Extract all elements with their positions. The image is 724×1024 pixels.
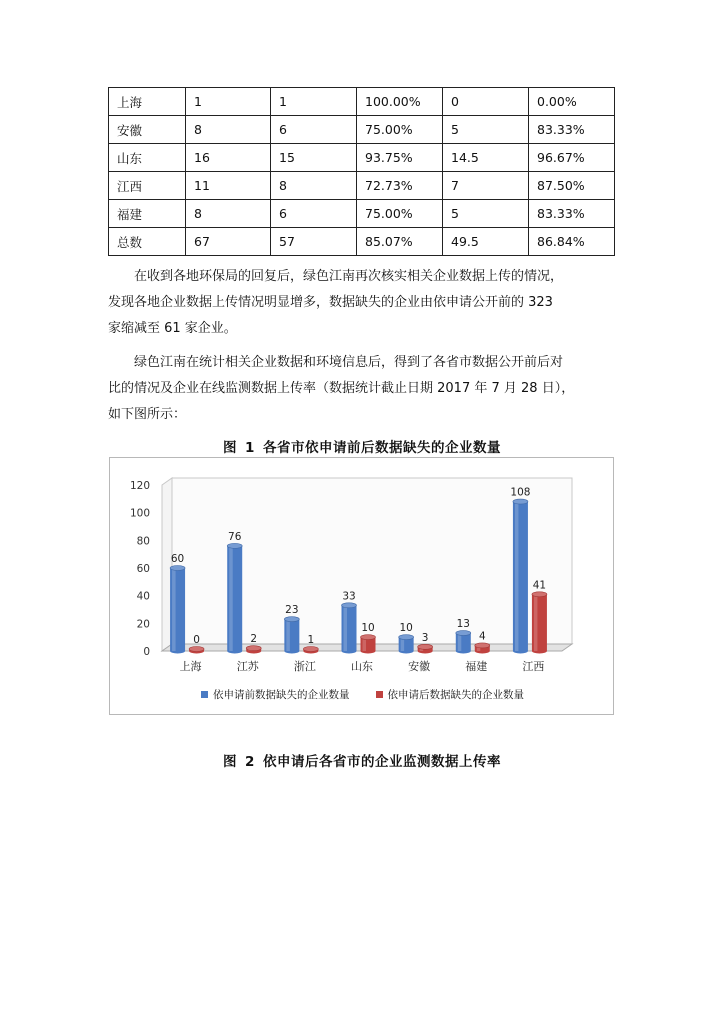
data-label: 41 bbox=[532, 579, 547, 592]
figure2-title: 依申请后各省市的企业监测数据上传率 bbox=[262, 754, 501, 770]
paragraph-line: 在收到各地环保局的回复后，绿色江南再次核实相关企业数据上传的情况， bbox=[134, 269, 564, 284]
bar-highlight bbox=[229, 546, 233, 651]
y-tick-label: 120 bbox=[129, 480, 150, 492]
table-row bbox=[109, 144, 615, 172]
table-cell: 67 bbox=[186, 228, 271, 256]
y-tick-label: 80 bbox=[136, 535, 150, 548]
y-tick-label: 100 bbox=[129, 507, 150, 520]
bar-top bbox=[227, 543, 242, 548]
table-cell: 75.00% bbox=[357, 116, 443, 144]
bar-top bbox=[284, 617, 299, 622]
table-cell: 93.75% bbox=[357, 144, 443, 172]
y-tick-label: 0 bbox=[143, 646, 150, 658]
y-tick-label: 40 bbox=[136, 590, 150, 603]
bar-highlight bbox=[534, 594, 538, 651]
statistics-table bbox=[108, 87, 615, 256]
table-cell: 75.00% bbox=[357, 200, 443, 228]
table-cell: 8 bbox=[186, 116, 271, 144]
x-tick-label: 江西 bbox=[522, 660, 545, 673]
legend-item-before bbox=[201, 687, 350, 702]
table-cell: 11 bbox=[186, 172, 271, 200]
table-row bbox=[109, 88, 615, 116]
bar-highlight bbox=[344, 605, 348, 651]
table-cell: 100.00% bbox=[357, 88, 443, 116]
x-tick-label: 浙江 bbox=[293, 660, 316, 673]
data-label: 2 bbox=[250, 633, 258, 646]
data-label: 76 bbox=[228, 530, 242, 543]
table-cell: 16 bbox=[186, 144, 271, 172]
table-row bbox=[109, 116, 615, 144]
figure1-number: 1 bbox=[245, 440, 255, 456]
bar-top bbox=[303, 647, 318, 652]
table-cell: 7 bbox=[443, 172, 529, 200]
x-tick-label: 福建 bbox=[465, 660, 488, 673]
paragraph-line: 如下图所示： bbox=[108, 407, 187, 422]
bar-top bbox=[246, 646, 261, 651]
table-cell: 85.07% bbox=[357, 228, 443, 256]
data-label: 23 bbox=[285, 604, 299, 617]
data-label: 33 bbox=[342, 590, 356, 603]
paragraph-line: 家缩减至 61 家企业。 bbox=[108, 321, 237, 336]
table-row bbox=[109, 228, 615, 256]
legend-item-after bbox=[376, 687, 525, 702]
paragraph-line: 比的情况及企业在线监测数据上传率（数据统计截止日期 2017 年 7 月 28 日）， bbox=[108, 381, 575, 396]
y-tick-label: 60 bbox=[136, 563, 150, 575]
figure1-caption bbox=[0, 436, 724, 456]
figure2-caption bbox=[0, 750, 724, 770]
table-cell: 8 bbox=[186, 200, 271, 228]
table-row bbox=[109, 172, 615, 200]
table-cell-province: 山东 bbox=[109, 144, 186, 172]
paragraph-line: 绿色江南在统计相关企业数据和环境信息后，得到了各省市数据公开前后对 bbox=[134, 355, 564, 370]
bar-top bbox=[399, 635, 414, 640]
legend-swatch-before bbox=[201, 691, 208, 698]
table-row bbox=[109, 200, 615, 228]
figure2-number: 2 bbox=[245, 754, 255, 770]
table-cell: 87.50% bbox=[529, 172, 615, 200]
table-cell: 5 bbox=[443, 116, 529, 144]
chart-canvas bbox=[110, 458, 613, 714]
data-label: 60 bbox=[170, 553, 185, 565]
x-tick-label: 上海 bbox=[179, 660, 202, 673]
bar-top bbox=[475, 643, 490, 648]
table-cell: 1 bbox=[186, 88, 271, 116]
table-cell: 96.67% bbox=[529, 144, 615, 172]
legend-label-after: 依申请后数据缺失的企业数量 bbox=[387, 689, 524, 701]
paragraph-1 bbox=[108, 264, 616, 342]
table-cell-province: 总数 bbox=[109, 228, 186, 256]
chart-legend bbox=[110, 687, 615, 702]
bar-top bbox=[418, 644, 433, 649]
legend-label-before: 依申请前数据缺失的企业数量 bbox=[213, 689, 350, 701]
figure1-title: 各省市依申请前后数据缺失的企业数量 bbox=[262, 440, 501, 456]
table-cell: 6 bbox=[271, 116, 357, 144]
paragraph-2 bbox=[108, 350, 616, 428]
table-cell: 83.33% bbox=[529, 116, 615, 144]
x-tick-label: 山东 bbox=[351, 660, 373, 673]
table-cell: 86.84% bbox=[529, 228, 615, 256]
table-cell: 14.5 bbox=[443, 144, 529, 172]
figure2-label: 图 bbox=[223, 754, 238, 770]
table-cell: 5 bbox=[443, 200, 529, 228]
table-cell-province: 江西 bbox=[109, 172, 186, 200]
table-cell-province: 安徽 bbox=[109, 116, 186, 144]
bar-top bbox=[532, 592, 547, 597]
x-tick-label: 安徽 bbox=[408, 660, 431, 673]
bar-top bbox=[456, 631, 471, 636]
data-label: 1 bbox=[307, 634, 315, 646]
data-label: 3 bbox=[421, 631, 429, 644]
paragraph-line: 发现各地企业数据上传情况明显增多，数据缺失的企业由依申请公开前的 323 bbox=[108, 295, 553, 310]
data-label: 0 bbox=[193, 634, 200, 646]
legend-swatch-after bbox=[376, 691, 383, 698]
bar-chart bbox=[109, 457, 614, 715]
table-cell-province: 上海 bbox=[109, 88, 186, 116]
data-label: 4 bbox=[478, 630, 486, 643]
bar-highlight bbox=[286, 619, 290, 651]
data-label: 10 bbox=[361, 622, 375, 635]
table-cell: 1 bbox=[271, 88, 357, 116]
table-cell-province: 福建 bbox=[109, 200, 186, 228]
table-cell: 83.33% bbox=[529, 200, 615, 228]
bar-top bbox=[361, 635, 376, 640]
y-tick-label: 20 bbox=[136, 618, 150, 631]
x-tick-label: 江苏 bbox=[236, 660, 259, 673]
table-cell: 15 bbox=[271, 144, 357, 172]
data-label: 108 bbox=[510, 486, 531, 499]
table-cell: 0.00% bbox=[529, 88, 615, 116]
bar-highlight bbox=[515, 502, 519, 651]
table-cell: 49.5 bbox=[443, 228, 529, 256]
data-label: 10 bbox=[399, 622, 413, 635]
bar-top bbox=[513, 499, 528, 504]
table-cell: 6 bbox=[271, 200, 357, 228]
bar-top bbox=[342, 603, 357, 608]
bar-top bbox=[170, 566, 185, 571]
table-cell: 8 bbox=[271, 172, 357, 200]
bar-top bbox=[189, 647, 204, 652]
table-cell: 57 bbox=[271, 228, 357, 256]
table-cell: 0 bbox=[443, 88, 529, 116]
figure1-label: 图 bbox=[223, 440, 238, 456]
table-cell: 72.73% bbox=[357, 172, 443, 200]
data-label: 13 bbox=[456, 618, 470, 631]
bar-highlight bbox=[172, 568, 176, 651]
